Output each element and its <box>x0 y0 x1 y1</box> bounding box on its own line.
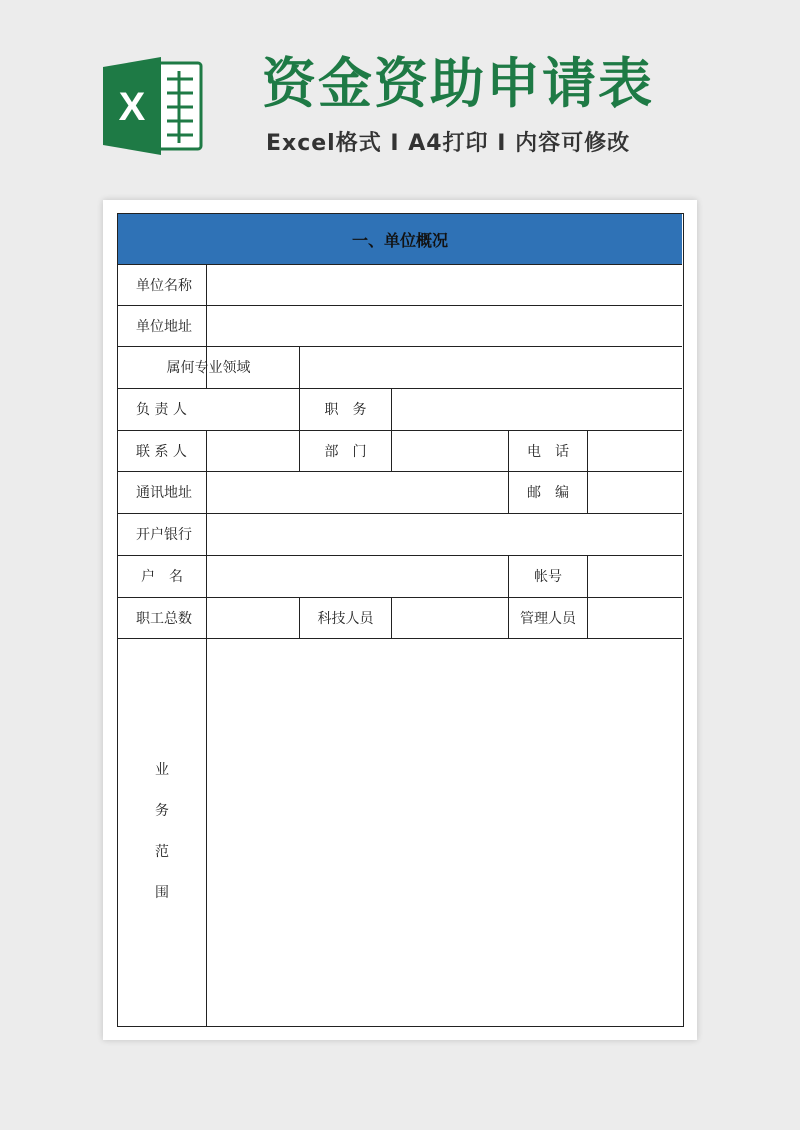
application-form <box>117 213 684 1027</box>
scope-char: 围 <box>155 885 169 901</box>
label-account-name: 户 名 <box>141 569 183 585</box>
account-no-field[interactable] <box>588 555 682 597</box>
field-input[interactable] <box>300 346 682 388</box>
section-header: 一、单位概况 <box>118 214 682 265</box>
label-head: 负 责 人 <box>136 402 187 418</box>
tech-staff-field[interactable] <box>392 597 508 638</box>
label-account-no: 帐号 <box>534 569 562 585</box>
mail-address-field[interactable] <box>207 471 508 513</box>
bank-field[interactable] <box>207 513 682 555</box>
page-title: 资金资助申请表 <box>262 52 654 115</box>
phone-field[interactable] <box>588 430 682 471</box>
label-postcode: 邮 编 <box>527 485 569 501</box>
contact-field[interactable] <box>207 430 299 471</box>
account-name-field[interactable] <box>207 555 508 597</box>
position-field[interactable] <box>392 388 682 430</box>
logo-letter: X <box>118 85 146 129</box>
scope-char: 务 <box>155 803 169 819</box>
header <box>0 0 800 200</box>
mgmt-staff-field[interactable] <box>588 597 682 638</box>
staff-total-field[interactable] <box>207 597 299 638</box>
label-position: 职 务 <box>324 402 367 418</box>
label-mgmt-staff: 管理人员 <box>520 610 576 627</box>
label-contact: 联 系 人 <box>136 443 187 460</box>
scope-char: 范 <box>155 844 169 860</box>
page-subtitle: Excel格式 I A4打印 I 内容可修改 <box>266 131 631 156</box>
label-unit-name: 单位名称 <box>136 277 192 294</box>
label-tech-staff: 科技人员 <box>317 610 374 627</box>
unit-name-field[interactable] <box>207 264 682 305</box>
label-phone: 电 话 <box>527 443 569 460</box>
scope-char: 业 <box>155 762 169 778</box>
excel-icon <box>103 57 205 155</box>
business-scope-field[interactable] <box>207 639 682 1026</box>
postcode-field[interactable] <box>588 471 682 513</box>
label-field: 属何专业领域 <box>166 360 251 376</box>
head-field[interactable] <box>207 388 299 430</box>
label-staff-total: 职工总数 <box>136 610 192 627</box>
label-business-scope <box>118 750 206 914</box>
department-field[interactable] <box>392 430 508 471</box>
label-mail-address: 通讯地址 <box>136 485 192 501</box>
label-bank: 开户银行 <box>136 527 192 543</box>
label-unit-address: 单位地址 <box>136 318 192 335</box>
label-department: 部 门 <box>324 443 367 460</box>
unit-address-field[interactable] <box>207 305 682 346</box>
